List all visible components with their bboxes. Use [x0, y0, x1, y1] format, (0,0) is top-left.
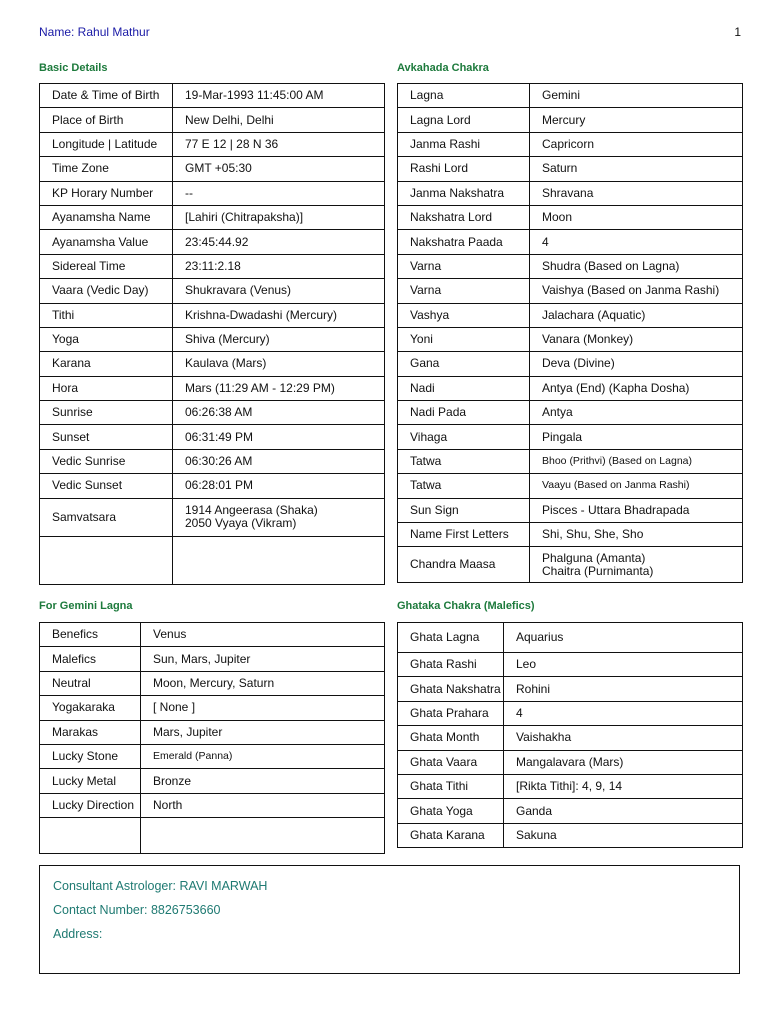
table-row	[398, 474, 743, 498]
ghataka-chakra-title: Ghataka Chakra (Malefics)	[397, 600, 535, 612]
table-row	[398, 623, 743, 653]
row-value: 23:11:2.18	[173, 254, 385, 278]
row-label: Ghata Nakshatra	[398, 677, 504, 701]
row-label: Lucky Direction	[40, 793, 141, 817]
row-label: Lucky Metal	[40, 769, 141, 793]
row-label: Chandra Maasa	[398, 547, 530, 583]
row-value: 23:45:44.92	[173, 230, 385, 254]
row-value: Pisces - Uttara Bhadrapada	[530, 498, 743, 522]
row-value: Mercury	[530, 108, 743, 132]
row-label: Ghata Tithi	[398, 774, 504, 798]
row-label: Ghata Karana	[398, 823, 504, 847]
row-value: 19-Mar-1993 11:45:00 AM	[173, 84, 385, 108]
row-label: Varna	[398, 254, 530, 278]
row-value: Sun, Mars, Jupiter	[141, 647, 385, 671]
row-value: 06:26:38 AM	[173, 401, 385, 425]
avkahada-chakra-table	[397, 83, 743, 583]
gemini-lagna-table	[39, 622, 385, 854]
consultant-box	[39, 865, 740, 974]
row-label: Sunset	[40, 425, 173, 449]
address-label: Address:	[53, 927, 103, 941]
row-label: Vihaga	[398, 425, 530, 449]
table-row	[40, 696, 385, 720]
row-value: Vanara (Monkey)	[530, 327, 743, 351]
table-row	[40, 303, 385, 327]
row-value: Shravana	[530, 181, 743, 205]
row-value: Aquarius	[504, 623, 743, 653]
ghataka-chakra-table	[397, 622, 743, 848]
row-label: Neutral	[40, 671, 141, 695]
value-line-2: Chaitra (Purnimanta)	[542, 563, 654, 578]
row-label: Ayanamsha Value	[40, 230, 173, 254]
row-label: Gana	[398, 352, 530, 376]
table-row	[398, 401, 743, 425]
table-row	[398, 303, 743, 327]
table-row	[40, 647, 385, 671]
row-value: Mars (11:29 AM - 12:29 PM)	[173, 376, 385, 400]
row-label: Karana	[40, 352, 173, 376]
row-value: Vaishakha	[504, 726, 743, 750]
table-row	[40, 671, 385, 695]
row-value: Jalachara (Aquatic)	[530, 303, 743, 327]
table-row	[40, 254, 385, 278]
row-value: Mangalavara (Mars)	[504, 750, 743, 774]
table-row	[398, 157, 743, 181]
row-value: Rohini	[504, 677, 743, 701]
avkahada-chakra-title: Avkahada Chakra	[397, 62, 489, 74]
row-label: Ghata Rashi	[398, 653, 504, 677]
empty-row	[40, 536, 385, 584]
table-row	[398, 750, 743, 774]
table-row	[40, 425, 385, 449]
samvatsara-row	[40, 498, 385, 536]
row-label: Yoga	[40, 327, 173, 351]
table-row	[40, 279, 385, 303]
row-label: KP Horary Number	[40, 181, 173, 205]
row-label: Ayanamsha Name	[40, 205, 173, 229]
row-label: Sidereal Time	[40, 254, 173, 278]
row-label: Malefics	[40, 647, 141, 671]
row-value: Mars, Jupiter	[141, 720, 385, 744]
table-row	[398, 449, 743, 473]
table-row	[398, 498, 743, 522]
table-row	[398, 132, 743, 156]
row-label: Hora	[40, 376, 173, 400]
row-label: Name First Letters	[398, 523, 530, 547]
empty-row	[40, 818, 385, 854]
row-label: Yoni	[398, 327, 530, 351]
row-label: Date & Time of Birth	[40, 84, 173, 108]
row-label: Longitude | Latitude	[40, 132, 173, 156]
table-row	[40, 474, 385, 498]
contact-number: Contact Number: 8826753660	[53, 903, 221, 917]
row-value	[530, 547, 743, 583]
table-row	[398, 108, 743, 132]
row-label: Janma Rashi	[398, 132, 530, 156]
table-row	[398, 701, 743, 725]
row-value: Antya (End) (Kapha Dosha)	[530, 376, 743, 400]
row-value: Emerald (Panna)	[141, 744, 385, 768]
header-name: Name: Rahul Mathur	[39, 25, 150, 39]
row-label: Varna	[398, 279, 530, 303]
row-label: Nadi	[398, 376, 530, 400]
row-value: Moon, Mercury, Saturn	[141, 671, 385, 695]
empty-cell	[141, 818, 385, 854]
row-value: 77 E 12 | 28 N 36	[173, 132, 385, 156]
row-value: Shukravara (Venus)	[173, 279, 385, 303]
row-value: 4	[530, 230, 743, 254]
row-value: Leo	[504, 653, 743, 677]
empty-cell	[40, 818, 141, 854]
table-row	[398, 677, 743, 701]
row-value: Sakuna	[504, 823, 743, 847]
table-row	[40, 352, 385, 376]
row-label: Ghata Yoga	[398, 799, 504, 823]
row-label: Ghata Vaara	[398, 750, 504, 774]
value-line-1: 1914 Angeerasa (Shaka)	[185, 503, 318, 518]
row-value: 06:31:49 PM	[173, 425, 385, 449]
table-row	[40, 720, 385, 744]
value-line-1: Phalguna (Amanta)	[542, 550, 646, 565]
table-row	[40, 157, 385, 181]
row-label: Nadi Pada	[398, 401, 530, 425]
row-label: Vashya	[398, 303, 530, 327]
row-value: [Lahiri (Chitrapaksha)]	[173, 205, 385, 229]
row-label: Tithi	[40, 303, 173, 327]
row-label: Time Zone	[40, 157, 173, 181]
row-value: GMT +05:30	[173, 157, 385, 181]
row-value: [ None ]	[141, 696, 385, 720]
table-row	[40, 108, 385, 132]
row-label: Nakshatra Paada	[398, 230, 530, 254]
row-value: Shiva (Mercury)	[173, 327, 385, 351]
table-row	[398, 523, 743, 547]
row-value: Shi, Shu, She, Sho	[530, 523, 743, 547]
row-label: Sun Sign	[398, 498, 530, 522]
row-value: Shudra (Based on Lagna)	[530, 254, 743, 278]
table-row	[40, 401, 385, 425]
row-label: Place of Birth	[40, 108, 173, 132]
table-row	[40, 769, 385, 793]
row-value: [Rikta Tithi]: 4, 9, 14	[504, 774, 743, 798]
row-value: Kaulava (Mars)	[173, 352, 385, 376]
table-row	[40, 205, 385, 229]
row-label: Ghata Prahara	[398, 701, 504, 725]
row-label: Lagna Lord	[398, 108, 530, 132]
row-value: Pingala	[530, 425, 743, 449]
table-row	[398, 425, 743, 449]
row-value	[173, 498, 385, 536]
table-row	[398, 799, 743, 823]
table-row	[398, 376, 743, 400]
row-value: Vaishya (Based on Janma Rashi)	[530, 279, 743, 303]
table-row	[398, 653, 743, 677]
row-label: Samvatsara	[40, 498, 173, 536]
row-value: Bronze	[141, 769, 385, 793]
row-value: Gemini	[530, 84, 743, 108]
row-label: Yogakaraka	[40, 696, 141, 720]
row-label: Lucky Stone	[40, 744, 141, 768]
row-value: Deva (Divine)	[530, 352, 743, 376]
row-value: 06:30:26 AM	[173, 449, 385, 473]
row-label: Lagna	[398, 84, 530, 108]
row-value: 06:28:01 PM	[173, 474, 385, 498]
row-value: Moon	[530, 205, 743, 229]
table-row	[398, 205, 743, 229]
table-row	[40, 623, 385, 647]
table-row	[40, 132, 385, 156]
table-row	[398, 823, 743, 847]
table-row	[398, 279, 743, 303]
row-label: Marakas	[40, 720, 141, 744]
table-row	[398, 726, 743, 750]
table-row	[398, 84, 743, 108]
row-value: Ganda	[504, 799, 743, 823]
row-label: Vedic Sunset	[40, 474, 173, 498]
row-value: Capricorn	[530, 132, 743, 156]
row-value: Antya	[530, 401, 743, 425]
table-row	[398, 352, 743, 376]
table-row	[40, 230, 385, 254]
row-value: North	[141, 793, 385, 817]
row-label: Ghata Month	[398, 726, 504, 750]
row-value: New Delhi, Delhi	[173, 108, 385, 132]
row-label: Sunrise	[40, 401, 173, 425]
row-label: Vedic Sunrise	[40, 449, 173, 473]
table-row	[398, 254, 743, 278]
row-value: Vaayu (Based on Janma Rashi)	[530, 474, 743, 498]
row-value: --	[173, 181, 385, 205]
row-value: 4	[504, 701, 743, 725]
table-row	[40, 744, 385, 768]
row-value: Bhoo (Prithvi) (Based on Lagna)	[530, 449, 743, 473]
basic-details-table	[39, 83, 385, 585]
table-row	[40, 449, 385, 473]
row-value: Venus	[141, 623, 385, 647]
page-number: 1	[734, 25, 741, 39]
row-value: Saturn	[530, 157, 743, 181]
table-row	[398, 327, 743, 351]
chandra-maasa-row	[398, 547, 743, 583]
row-label: Vaara (Vedic Day)	[40, 279, 173, 303]
table-row	[40, 327, 385, 351]
row-label: Rashi Lord	[398, 157, 530, 181]
row-label: Tatwa	[398, 474, 530, 498]
table-row	[40, 376, 385, 400]
gemini-lagna-title: For Gemini Lagna	[39, 600, 133, 612]
table-row	[398, 230, 743, 254]
row-label: Janma Nakshatra	[398, 181, 530, 205]
row-label: Nakshatra Lord	[398, 205, 530, 229]
row-label: Tatwa	[398, 449, 530, 473]
value-line-2: 2050 Vyaya (Vikram)	[185, 516, 297, 531]
table-row	[398, 181, 743, 205]
basic-details-title: Basic Details	[39, 62, 108, 74]
empty-cell	[173, 536, 385, 584]
consultant-astrologer: Consultant Astrologer: RAVI MARWAH	[53, 879, 268, 893]
table-row	[40, 793, 385, 817]
row-label: Benefics	[40, 623, 141, 647]
row-value: Krishna-Dwadashi (Mercury)	[173, 303, 385, 327]
table-row	[398, 774, 743, 798]
row-label: Ghata Lagna	[398, 623, 504, 653]
table-row	[40, 181, 385, 205]
empty-cell	[40, 536, 173, 584]
table-row	[40, 84, 385, 108]
